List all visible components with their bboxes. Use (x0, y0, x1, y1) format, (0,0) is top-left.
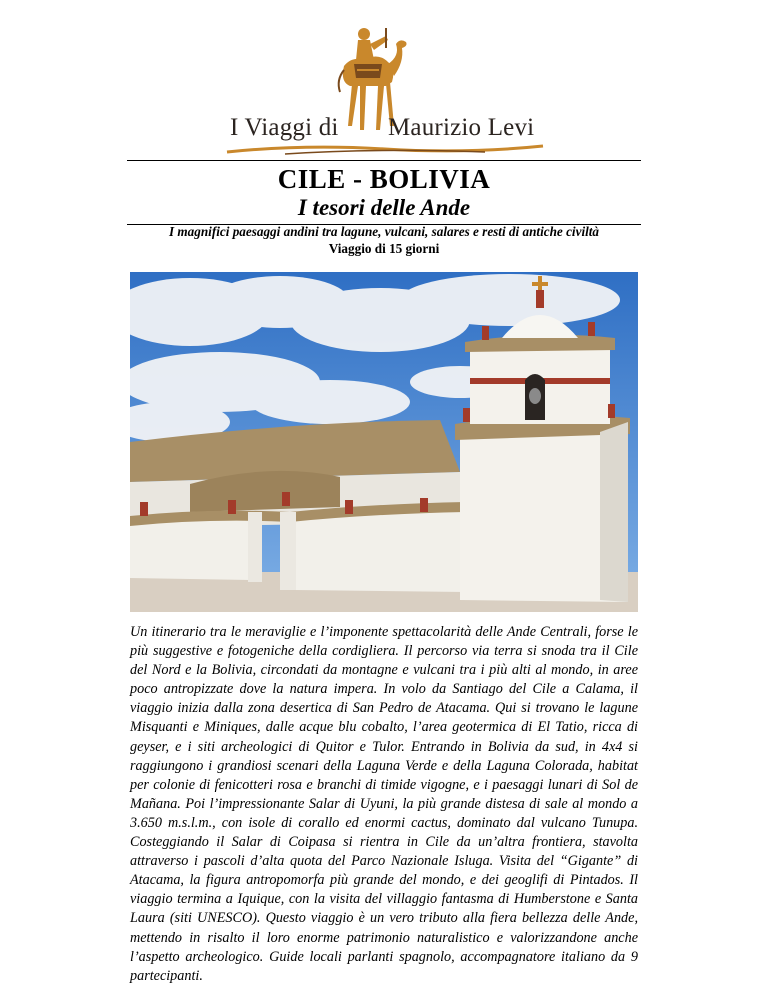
page-subtitle: I tesori delle Ande (297, 195, 471, 220)
logo-swoosh (225, 142, 545, 156)
header-divider (127, 160, 641, 161)
tagline: I magnifici paesaggi andini tra lagune, vulcani, salares e resti di antiche civiltà (168, 224, 600, 239)
page-title: CILE - BOLIVIA (277, 164, 491, 194)
trip-description: Un itinerario tra le meraviglie e l’imponente spettacolarità delle Ande Centrali, forse le più suggestive e fotogeniche della cordigliera. Il percorso via terra si snoda tra il Cile del Nord e la Bolivia, circondati da montagne e vulcani tra i più alti al mondo, in aree poco antropizzate dove la natura impera. In volo da Santiago del Cile a Calama, il viaggio inizia dalla zona desertica di San Pedro de Atacama. Qui si trovano le lagune Misquanti e Miniques, dalle acque blu cobalto, l’area geotermica di El Tatio, ricca di geyser, e i siti archeologici di Quitor e Tulor. Entrando in Bolivia da sud, in 4x4 si raggiungono i grandiosi scenari della Laguna Verde e della Laguna Colorada, habitat per colonie di fenicotteri rosa e branchi di timide vigogne, e i paesaggi lunari di Sol de Mañana. Poi l’impressionante Salar di Uyuni, la più grande distesa di sale al mondo a 3.650 m.s.l.m., con isole di corallo ed enormi cactus, dominato dal vulcano Tunupa. Costeggiando il Salar di Coipasa si rientra in Cile da un’altra frontiera, stavolta attraverso i pascoli d’alta quota del Parco Nazionale Isluga. Visita del “Gigante” di Atacama, la figura antropomorfa più grande del mondo, e dei geoglifi di Pintados. Il viaggio termina a Iquique, con la visita del villaggio fantasma di Humberstone e Santa Laura (siti UNESCO). Questo viaggio è un vero tributo alla fiera bellezza delle Ande, mettendo in risalto il loro enorme patrimonio naturalistico e valorizzandone anche l’aspetto archeologico. Guide locali parlanti spagnolo, accompagnatore italiano da 9 partecipanti. (130, 624, 638, 984)
brand-logo (0, 18, 768, 150)
church-photo (130, 272, 638, 612)
trip-duration: Viaggio di 15 giorni (328, 241, 440, 256)
logo-text-right: Maurizio Levi (388, 114, 535, 141)
church-photo-illustration (130, 272, 638, 612)
logo-text-left: I Viaggi di (230, 114, 339, 141)
